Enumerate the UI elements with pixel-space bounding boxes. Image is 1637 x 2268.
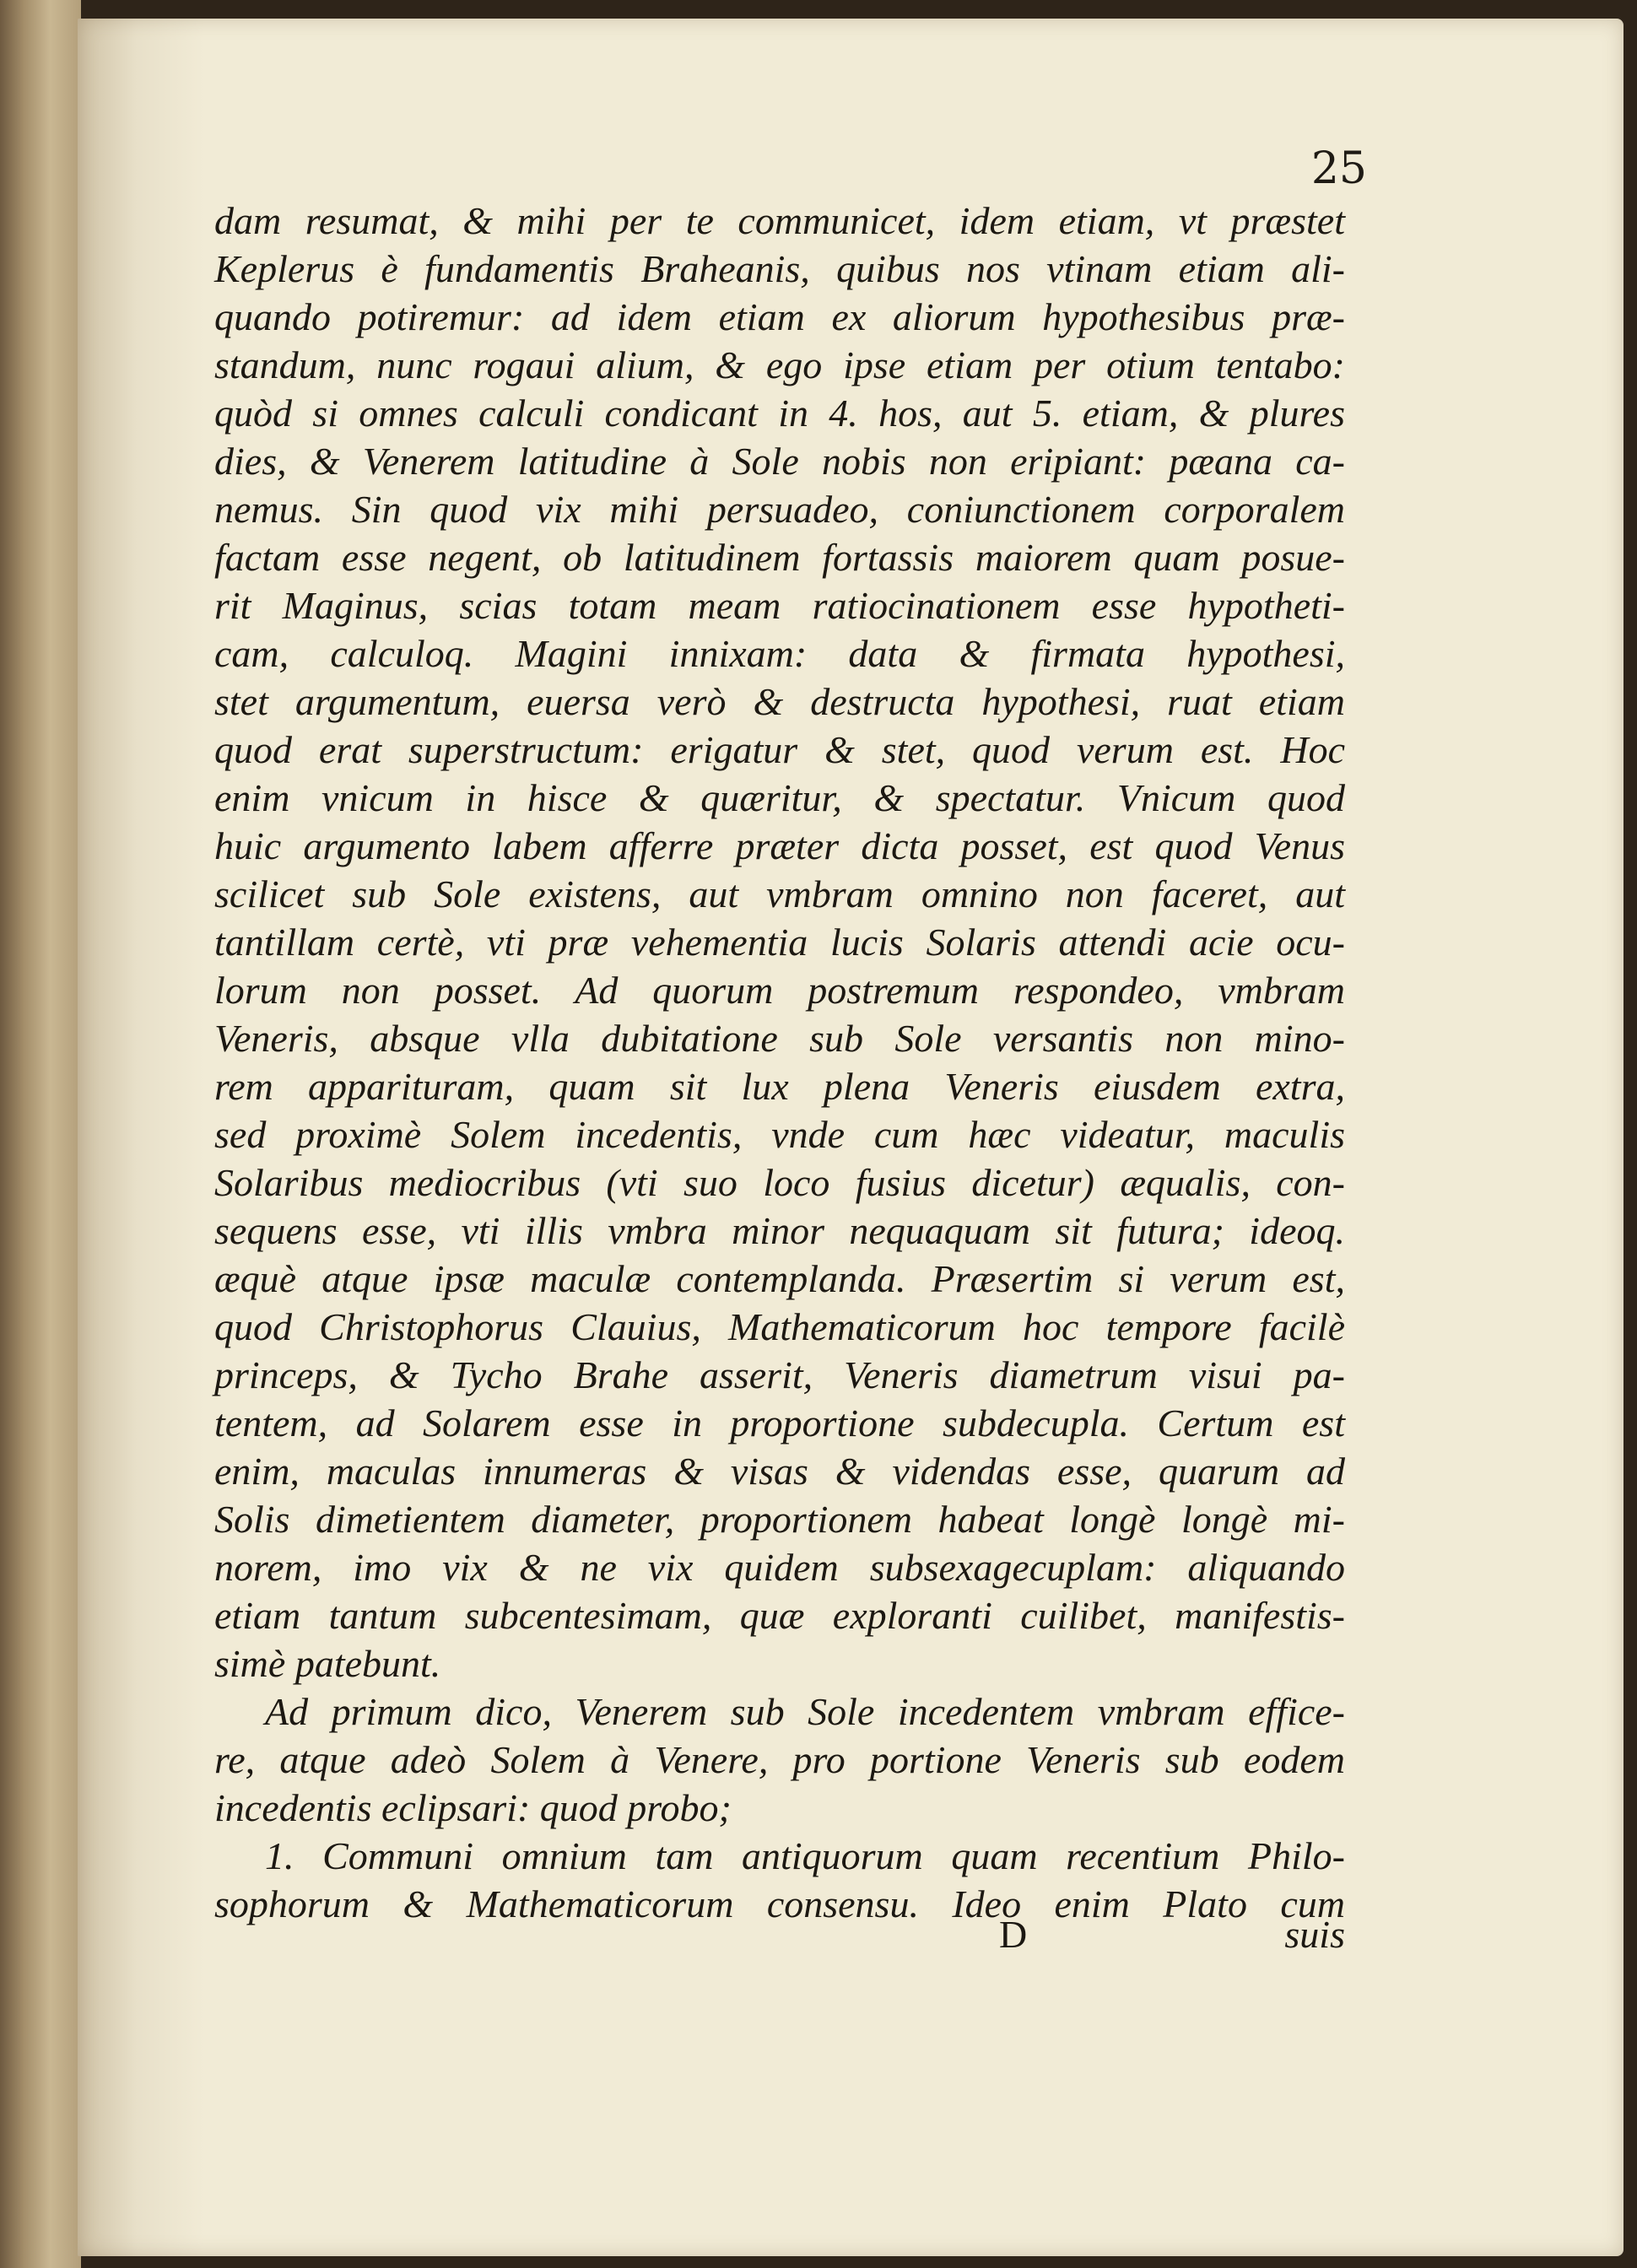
- text-line: incedentis eclipsari: quod probo;: [214, 1786, 732, 1829]
- signature-mark: D: [999, 1913, 1028, 1956]
- book-spine: [0, 0, 81, 2268]
- text-line: re, atque adeò Solem à Venere, pro portione Veneris sub eodem: [214, 1738, 1345, 1781]
- text-line: sophorum & Mathematicorum consensu. Ideo enim Plato cum: [214, 1882, 1345, 1925]
- text-line: norem, imo vix & ne vix quidem subsexagecuplam: aliquando: [214, 1546, 1345, 1589]
- text-line: enim, maculas innumeras & visas & videndas esse, quarum ad: [214, 1450, 1345, 1493]
- page-number: 25: [1310, 143, 1367, 194]
- text-line: princeps, & Tycho Brahe asserit, Veneris diametrum visui pa-: [214, 1353, 1345, 1396]
- text-line: lorum non posset. Ad quorum postremum respondeo, vmbram: [214, 969, 1345, 1012]
- text-line: huic argumento labem afferre præter dicta posset, est quod Venus: [214, 824, 1345, 867]
- text-line: stet argumentum, euersa verò & destructa hypothesi, ruat etiam: [214, 680, 1345, 723]
- text-line: scilicet sub Sole existens, aut vmbram omnino non faceret, aut: [214, 872, 1345, 915]
- text-line: sed proximè Solem incedentis, vnde cum hæc videatur, maculis: [214, 1113, 1345, 1156]
- text-line: Ad primum dico, Venerem sub Sole incedentem vmbram effice-: [265, 1690, 1345, 1733]
- text-line: etiam tantum subcentesimam, quæ exploranti cuilibet, manifestis-: [214, 1594, 1345, 1637]
- text-line: 1. Communi omnium tam antiquorum quam recentium Philo-: [265, 1834, 1345, 1877]
- catchword: suis: [1284, 1913, 1345, 1956]
- text-line: Solaribus mediocribus (vti suo loco fusius dicetur) æqualis, con-: [214, 1161, 1345, 1204]
- text-line: Veneris, absque vlla dubitatione sub Sole versantis non mino-: [214, 1017, 1345, 1060]
- text-line: nemus. Sin quod vix mihi persuadeo, coniunctionem corporalem: [214, 488, 1345, 531]
- text-line: standum, nunc rogaui alium, & ego ipse etiam per otium tentabo:: [214, 343, 1345, 386]
- text-line: tentem, ad Solarem esse in proportione subdecupla. Certum est: [214, 1401, 1345, 1444]
- text-line: quòd si omnes calculi condicant in 4. hos, aut 5. etiam, & plures: [214, 392, 1345, 435]
- text-line: cam, calculoq. Magini innixam: data & firmata hypothesi,: [214, 632, 1345, 675]
- text-block: [214, 196, 1345, 1951]
- text-line: Keplerus è fundamentis Braheanis, quibus nos vtinam etiam ali-: [214, 247, 1345, 290]
- text-line: quando potiremur: ad idem etiam ex aliorum hypothesibus præ-: [214, 295, 1345, 338]
- text-line: Solis dimetientem diameter, proportionem habeat longè longè mi-: [214, 1498, 1345, 1541]
- text-line: dies, & Venerem latitudine à Sole nobis non eripiant: pæana ca-: [214, 440, 1345, 483]
- text-line: tantillam certè, vti præ vehementia lucis Solaris attendi acie ocu-: [214, 921, 1345, 964]
- text-line: simè patebunt.: [214, 1642, 441, 1685]
- text-line: quod Christophorus Clauius, Mathematicorum hoc tempore facilè: [214, 1305, 1345, 1348]
- text-line: rem apparituram, quam sit lux plena Veneris eiusdem extra,: [214, 1065, 1345, 1108]
- text-line: æquè atque ipsæ maculæ contemplanda. Præsertim si verum est,: [214, 1257, 1345, 1300]
- page-footer: [214, 1912, 1345, 1971]
- text-line: enim vnicum in hisce & quæritur, & spectatur. Vnicum quod: [214, 776, 1345, 819]
- text-line: sequens esse, vti illis vmbra minor nequaquam sit futura; ideoq.: [214, 1209, 1345, 1252]
- text-line: quod erat superstructum: erigatur & stet, quod verum est. Hoc: [214, 728, 1345, 771]
- text-line: factam esse negent, ob latitudinem fortassis maiorem quam posue-: [214, 536, 1345, 579]
- text-line: rit Maginus, scias totam meam ratiocinationem esse hypotheti-: [214, 584, 1345, 627]
- text-line: dam resumat, & mihi per te communicet, idem etiam, vt præstet: [214, 199, 1345, 242]
